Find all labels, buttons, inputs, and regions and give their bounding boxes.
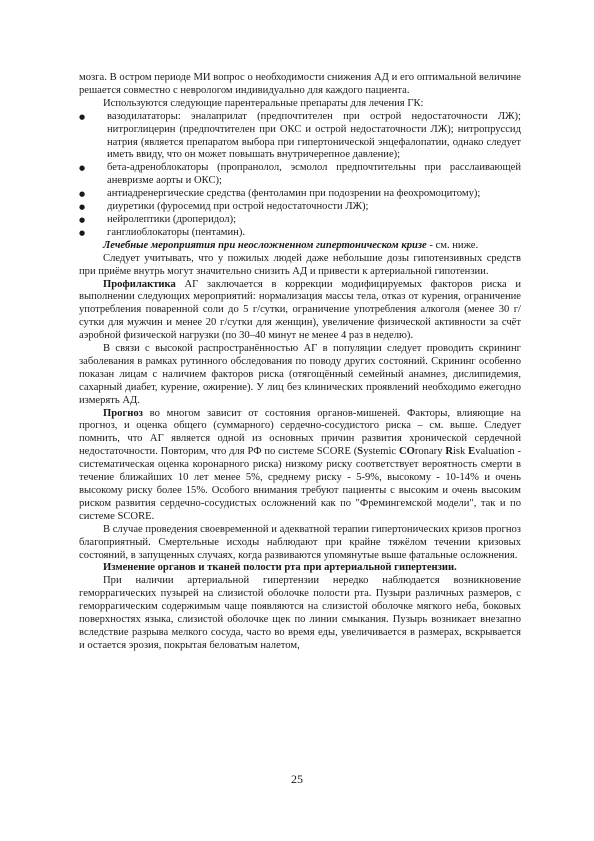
paragraph-elderly: Следует учитывать, что у пожилых людей даже небольшие дозы гипотензивных средств при приёме внутрь могут значительно снизить АД и привести к артериальной гипотензии. (79, 252, 521, 277)
page-body (79, 72, 521, 653)
list-item-text: нейролептики (дроперидол); (107, 213, 237, 225)
section-heading: Изменение органов и тканей полости рта при артериальной гипертензии. (103, 562, 457, 574)
list-item-text: диуретики (фуросемид при острой недостаточности ЛЖ); (107, 201, 369, 213)
list-item (79, 201, 521, 214)
bullet-dot-icon: ● (79, 190, 86, 199)
prognosis-term: Прогноз (103, 407, 143, 419)
list-item (79, 162, 521, 188)
score-letter: S (357, 446, 364, 458)
bullet-dot-icon: ● (79, 228, 86, 237)
paragraph-oral-changes: При наличии артериальной гипертензии нередко наблюдается возникновение геморрагических пузырей на слизистой оболочке полости рта. Пузыри различных размеров, с геморрагическим содержимым чаще появляются на слизистой оболочке мягкого неба, боковых поверхностях языка, слизистой оболочке щек по линии смыкания. Пузырь возникает внезапно вследствие разрыва мелкого сосуда, часто во время еды, увеличивается в размерах, вскрывается и остается эрозия, покрытая беловатым налетом, (79, 575, 521, 651)
bullet-dot-icon: ● (79, 164, 86, 173)
score-letter: CO (398, 446, 415, 458)
score-word-part: ystemic (363, 446, 399, 458)
page-number: 25 (291, 772, 303, 786)
list-item-text: ганглиоблокаторы (пентамин). (107, 226, 245, 238)
list-item (79, 227, 521, 240)
prognosis-text-b: - систематическая оценка коронарного риска) низкому риску соответствует вероятность смерти в течение ближайших 10 лет менее 5%, среднему риску - 5-9%, высокому - 10-14% и очень высокому риску более 15%. Особого внимания требуют пациенты с высоким и очень высоким риском развития сердечно-сосудистых осложнений как по "Фремингемской модели", так и по системе SCORE. (79, 446, 521, 522)
drug-list (79, 111, 521, 240)
paragraph-screening: В связи с высокой распространённостью АГ в популяции следует проводить скрининг заболевания в рамках рутинного обследования по поводу других состояний. Скрининг особенно показан лицам с наличием факторов риска (отягощённый семейный анамнез, дислипидемия, сахарный диабет, курение, ожирение). У лиц без клинических проявлений необходимо ежегодно измерять АД. (79, 343, 521, 406)
paragraph-intro: мозга. В остром периоде МИ вопрос о необходимости снижения АД и его оптимальной величине решается совместно с неврологом индивидуально для каждого пациента. (79, 72, 521, 96)
paragraph-prevention (79, 279, 521, 344)
paragraph-uncomplicated-crisis (79, 240, 521, 253)
bullet-dot-icon: ● (79, 203, 86, 212)
bullet-dot-icon: ● (79, 112, 86, 121)
list-item-text: бета-адреноблокаторы (пропранолол, эсмолол предпочтительны при расслаивающей аневризме аорты и ОКС); (107, 162, 521, 187)
list-item-text: вазодилататоры: эналаприлат (предпочтителен при острой недостаточности ЛЖ); нитроглицерин (предпочтителен при ОКС и острой недостаточности ЛЖ); нитропруссид натрия (является препаратом выбора при гипертонической энцефалопатии, однако следует иметь ввиду, что он может повышать внутричерепное давление); (107, 110, 521, 161)
score-letter: R (445, 446, 453, 458)
paragraph-drugs-intro: Используются следующие парентеральные препараты для лечения ГК: (103, 97, 424, 109)
score-word-part: ronary (414, 446, 446, 458)
uncomplicated-crisis-heading: Лечебные мероприятия при неосложненном гипертоническом кризе (103, 239, 427, 251)
score-letter: E (468, 446, 476, 458)
uncomplicated-crisis-text: - см. ниже. (426, 239, 479, 251)
prevention-term: Профилактика (103, 278, 176, 290)
bullet-dot-icon: ● (79, 215, 86, 224)
list-item (79, 214, 521, 227)
paragraph-prognosis (79, 408, 521, 524)
list-item-text: антиадренергические средства (фентоламин при подозрении на феохромоцитому); (107, 188, 481, 200)
prevention-text: АГ заключается в коррекции модифицируемых факторов риска и выполнении следующих мероприятий: нормализация массы тела, отказ от курения, ограничение употребления поваренной соли до 5 г/сутки, ограничение употребления алкоголя (менее 30 г/сутки для мужчин и менее 20 г/сутки для женщин), увеличение физической активности за счёт аэробной физической нагрузки (по 30–40 минут не менее 4 раз в неделю). (79, 278, 521, 342)
score-word-part: valuation (475, 446, 515, 458)
paragraph-crisis-outcome: В случае проведения своевременной и адекватной терапии гипертонических кризов прогноз благоприятный. Смертельные исходы наблюдают при крайне тяжёлом течении кризовых состояний, в запущенных случаях, когда развиваются упомянутые выше фатальные осложнения. (79, 523, 521, 561)
score-word-part: isk (452, 446, 469, 458)
prognosis-text-a: во многом зависит от состояния органов-мишеней. Факторы, влияющие на прогноз, и оценка общего (суммарного) сердечно-сосудистого риска – см. выше. Следует помнить, что АГ является одной из основных причин развития хронической сердечной недостаточности. Повторим, что для РФ по системе SCORE ( (79, 407, 521, 458)
list-item (79, 111, 521, 163)
list-item (79, 188, 521, 201)
